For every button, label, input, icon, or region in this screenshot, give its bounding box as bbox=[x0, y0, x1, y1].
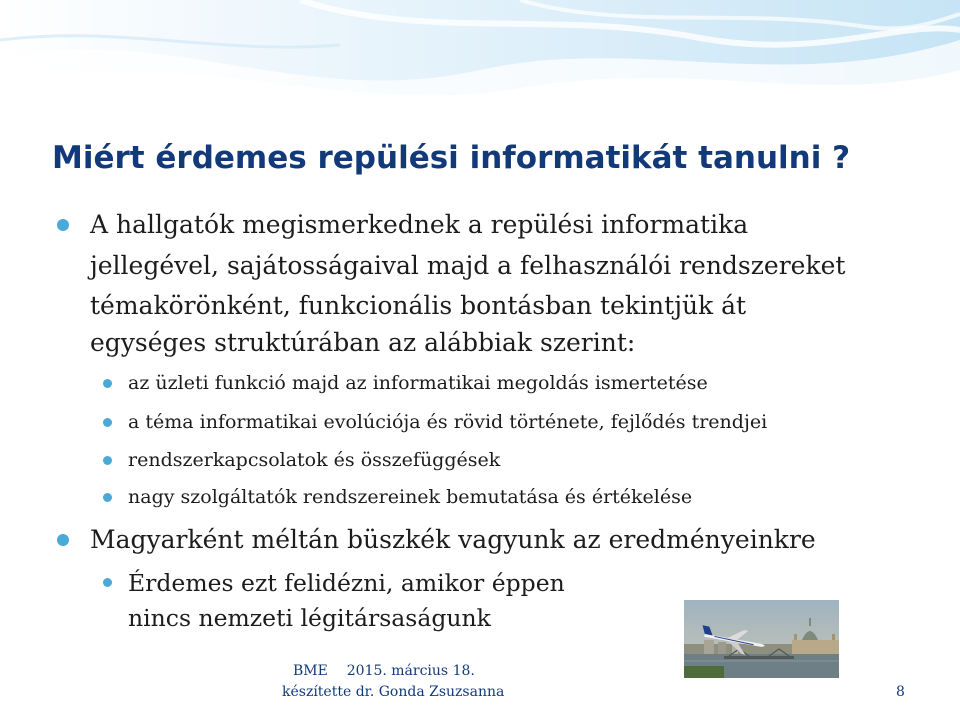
bullet-2-line-1: Magyarként méltán büszkék vagyunk az eredményeinkre bbox=[90, 525, 816, 554]
sub-bullet-marker bbox=[103, 578, 112, 587]
wave-decoration bbox=[0, 0, 960, 118]
sub-bullet-1: az üzleti funkció majd az informatikai megoldás ismertetése bbox=[128, 372, 708, 394]
photo-illustration bbox=[684, 600, 839, 678]
sub-bullet-5-line-2: nincs nemzeti légitársaságunk bbox=[128, 604, 491, 632]
sub-bullet-marker bbox=[103, 418, 112, 427]
aircraft-parliament-photo bbox=[684, 600, 839, 678]
bullet-1-line-1: A hallgatók megismerkednek a repülési informatika bbox=[90, 210, 749, 239]
bullet-marker bbox=[57, 534, 69, 546]
bullet-1-line-4: egységes struktúrában az alábbiak szerint: bbox=[90, 328, 636, 357]
footer-org: BME bbox=[293, 663, 328, 679]
footer-author: készítette dr. Gonda Zsuzsanna bbox=[282, 684, 505, 700]
sub-bullet-marker bbox=[103, 456, 112, 465]
slide-title: Miért érdemes repülési informatikát tanulni ? bbox=[52, 140, 851, 176]
sub-bullet-4: nagy szolgáltatók rendszereinek bemutatása és értékelése bbox=[128, 486, 693, 508]
bullet-marker bbox=[57, 219, 69, 231]
sub-bullet-5-line-1: Érdemes ezt felidézni, amikor éppen bbox=[128, 569, 565, 597]
sub-bullet-marker bbox=[103, 493, 112, 502]
sub-bullet-2: a téma informatikai evolúciója és rövid története, fejlődés trendjei bbox=[128, 411, 768, 433]
header-decoration bbox=[0, 0, 960, 118]
page-number: 8 bbox=[896, 684, 905, 700]
bullet-1-line-2: jellegével, sajátosságaival majd a felhasználói rendszereket bbox=[90, 251, 846, 280]
bullet-1-line-3: témakörönként, funkcionális bontásban tekintjük át bbox=[90, 291, 747, 320]
sub-bullet-3: rendszerkapcsolatok és összefüggések bbox=[128, 449, 501, 471]
sub-bullet-marker bbox=[103, 379, 112, 388]
footer-org-date bbox=[293, 663, 475, 679]
footer-date: 2015. március 18. bbox=[346, 663, 475, 679]
